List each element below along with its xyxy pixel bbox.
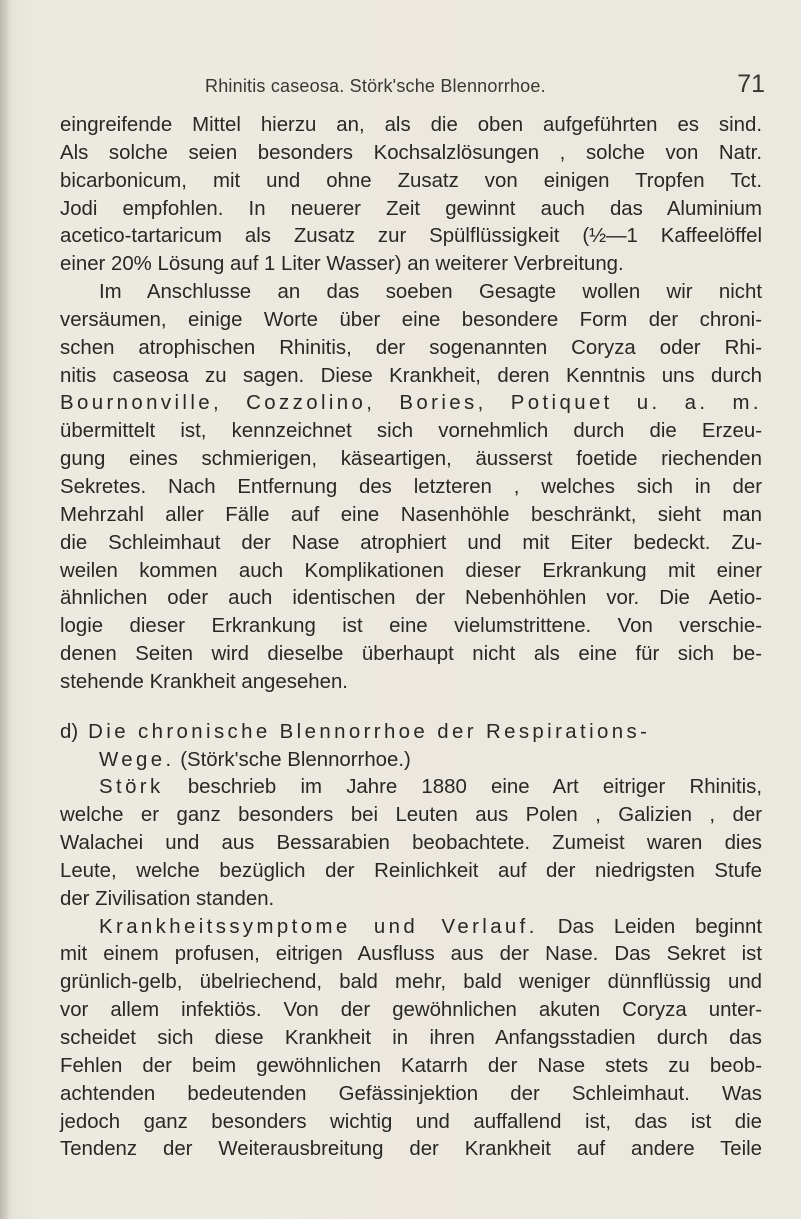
section-heading-continuation <box>60 747 762 775</box>
section-heading <box>60 719 762 747</box>
page-number: 71 <box>737 70 765 98</box>
text-line: Jodi empfohlen. In neuerer Zeit gewinnt auch das Aluminium <box>60 197 762 220</box>
text-line: logie dieser Erkrankung ist eine vielumstrittene. Von verschie- <box>60 615 762 638</box>
text-span: beschrieb im Jahre 1880 eine Art eitriger Rhinitis, <box>187 776 762 799</box>
text-line: achtenden bedeutenden Gefässinjektion der Schleimhaut. Was <box>60 1082 762 1105</box>
text-line: die Schleimhaut der Nase atrophiert und mit Eiter bedeckt. Zu- <box>60 531 762 554</box>
text-line: weilen kommen auch Komplikationen dieser Erkrankung mit einer <box>60 559 762 582</box>
text-line: übermittelt ist, kennzeichnet sich vornehmlich durch die Erzeu- <box>60 420 762 443</box>
text-line: Walachei und aus Bessarabien beobachtete. Zumeist waren dies <box>60 832 762 855</box>
text-line: scheidet sich diese Krankheit in ihren Anfangsstadien durch das <box>60 1027 762 1049</box>
text-line: Leute, welche bezüglich der Reinlichkeit auf der niedrigsten Stufe <box>60 859 762 882</box>
text-line: denen Seiten wird dieselbe überhaupt nicht als eine für sich be- <box>60 643 762 666</box>
text-line: welche er ganz besonders bei Leuten aus Polen , Galizien , der <box>60 804 762 827</box>
text-line: acetico-tartaricum als Zusatz zur Spülflüssigkeit (½—1 Kaffeelöffel <box>60 225 762 248</box>
subheading-inline: Krankheitssymptome und Verlauf. <box>99 915 538 938</box>
page-gutter-shadow <box>0 0 10 1219</box>
section-heading-word: Wege. <box>99 748 175 771</box>
running-header <box>205 70 765 102</box>
text-line: Als solche seien besonders Kochsalzlösungen , solche von Natr. <box>60 141 762 164</box>
text-line: grünlich-gelb, übelriechend, bald mehr, bald weniger dünnflüssig und <box>60 971 762 994</box>
text-line: schen atrophischen Rhinitis, der sogenannten Coryza oder Rhi- <box>60 336 762 359</box>
text-line: ähnlichen oder auch identischen der Nebenhöhlen vor. Die Aetio- <box>60 587 762 610</box>
text-span: Das Leiden beginnt <box>557 915 762 938</box>
text-line <box>60 914 762 942</box>
section-heading-subtitle: (Störk'sche Blennorrhoe.) <box>180 748 411 771</box>
text-line: bicarbonicum, mit und ohne Zusatz von einigen Tropfen Tct. <box>60 169 762 192</box>
section-label: d) <box>60 720 79 743</box>
text-line: nitis caseosa zu sagen. Diese Krankheit, deren Kenntnis uns durch <box>60 364 762 387</box>
text-line: Im Anschlusse an das soeben Gesagte wollen wir nicht <box>99 281 762 304</box>
text-line: vor allem infektiös. Von der gewöhnlichen akuten Coryza unter- <box>60 999 762 1022</box>
author-names-line: Bournonville, Cozzolino, Bories, Potiquet u. a. m. <box>60 392 762 415</box>
body-text <box>60 112 762 1164</box>
text-line <box>60 774 762 802</box>
section-gap <box>60 697 762 719</box>
running-title: Rhinitis caseosa. Störk'sche Blennorrhoe. <box>205 76 546 96</box>
text-line: der Zivilisation standen. <box>60 887 275 910</box>
text-line: mit einem profusen, eitrigen Ausfluss aus der Nase. Das Sekret ist <box>60 943 762 966</box>
text-line: stehende Krankheit angesehen. <box>60 670 348 693</box>
text-line: Sekretes. Nach Entfernung des letzteren , welches sich in der <box>60 475 762 498</box>
text-line: eingreifende Mittel hierzu an, als die oben aufgeführten es sind. <box>60 114 762 136</box>
text-line: Fehlen der beim gewöhnlichen Katarrh der Nase stets zu beob- <box>60 1054 762 1077</box>
author-name: Störk <box>99 776 164 799</box>
text-line: einer 20% Lösung auf 1 Liter Wasser) an weiterer Verbreitung. <box>60 253 624 276</box>
section-heading-title: Die chronische Blennorrhoe der Respirations- <box>88 720 651 743</box>
text-line: jedoch ganz besonders wichtig und auffallend ist, das ist die <box>60 1110 762 1133</box>
text-line: versäumen, einige Worte über eine besondere Form der chroni- <box>60 308 762 331</box>
text-line: Tendenz der Weiterausbreitung der Krankheit auf andere Teile <box>60 1138 762 1161</box>
text-line: Mehrzahl aller Fälle auf eine Nasenhöhle beschränkt, sieht man <box>60 503 762 526</box>
text-line: gung eines schmierigen, käseartigen, äusserst foetide riechenden <box>60 448 762 471</box>
